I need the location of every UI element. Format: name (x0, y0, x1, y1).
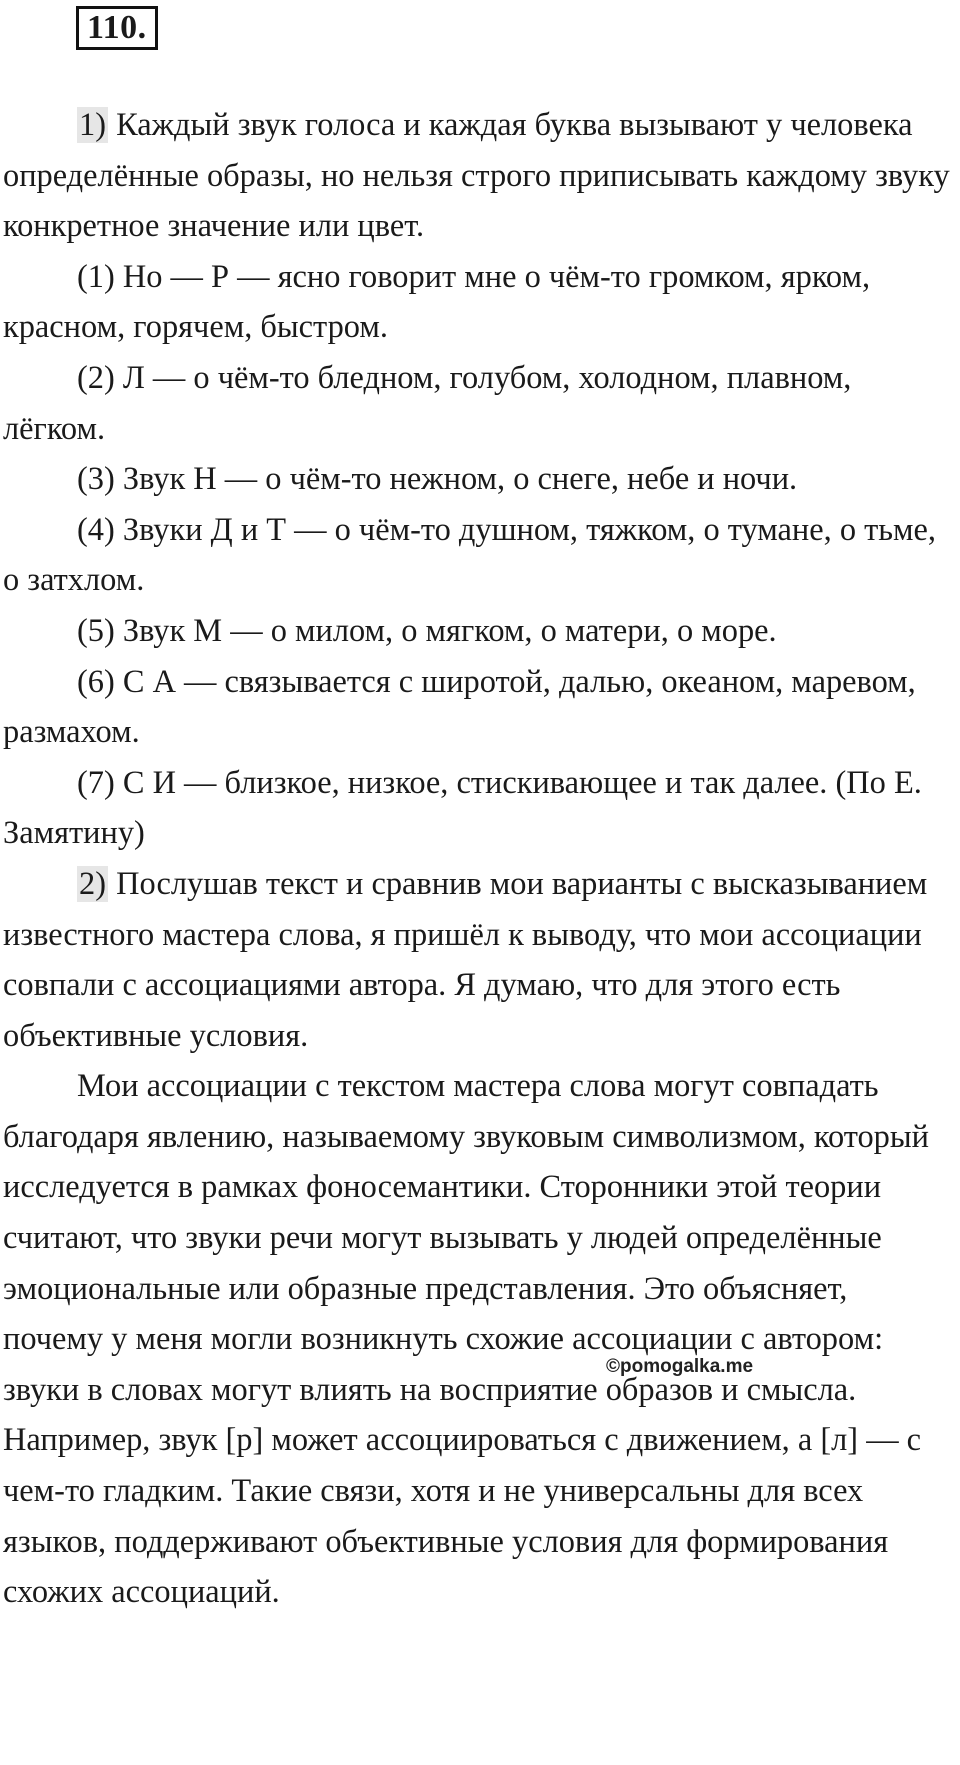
part1-intro (3, 100, 953, 252)
sentence-5: (5) Звук М — о милом, о мягком, о матери, о море. (77, 612, 777, 649)
answer-text (3, 100, 953, 1618)
sentence-1: (1) Но — Р — ясно говорит мне о чём-то громком, ярком, красном, горячем, быстром. (3, 258, 871, 346)
watermark: ©pomogalka.me (606, 1356, 754, 1377)
part2-marker: 2) (79, 865, 106, 902)
task-number: 110. (76, 6, 158, 50)
sentence-6: (6) С А — связывается с широтой, далью, океаном, маревом, размахом. (3, 663, 916, 751)
sentence-7: (7) С И — близкое, низкое, стискивающее и так далее. (По Е. Замятину) (3, 764, 922, 852)
part2-intro-text: Послушав текст и сравнив мои варианты с высказыванием известного мастера слова, я пришёл к выводу, что мои ассоциации совпали с ассоциациями автора. Я думаю, что для этого есть объективные условия. (3, 865, 928, 1054)
sentence-4: (4) Звуки Д и Т — о чём-то душном, тяжком, о тумане, о тьме, о затхлом. (3, 511, 937, 599)
part2-body: Мои ассоциации с текстом мастера слова могут совпадать благодаря явлению, называемому звуковым символизмом, который исследуется в рамках фоносемантики. Сторонники этой теории считают, что звуки речи могут вызывать у людей определённые эмоциональные или образные представления. Это объясняет, почему у меня могли возникнуть схожие ассоциации с автором: звуки в словах могут влиять на восприятие образов и смысла. Например, звук [р] может ассоциироваться с движением, а [л] — с чем-то гладким. Такие связи, хотя и не универсальны для всех языков, поддерживают объективные условия для формирования схожих ассоциаций. (3, 1068, 929, 1611)
part1-marker: 1) (79, 107, 106, 143)
part2-intro (3, 859, 953, 1061)
sentence-3: (3) Звук Н — о чём-то нежном, о снеге, небе и ночи. (77, 461, 798, 498)
sentence-2: (2) Л — о чём-то бледном, голубом, холодном, плавном, лёгком. (3, 359, 852, 447)
part1-intro-text: Каждый звук голоса и каждая буква вызывают у человека определённые образы, но нельзя строго приписывать каждому звуку конкретное значение или цвет. (3, 107, 950, 245)
